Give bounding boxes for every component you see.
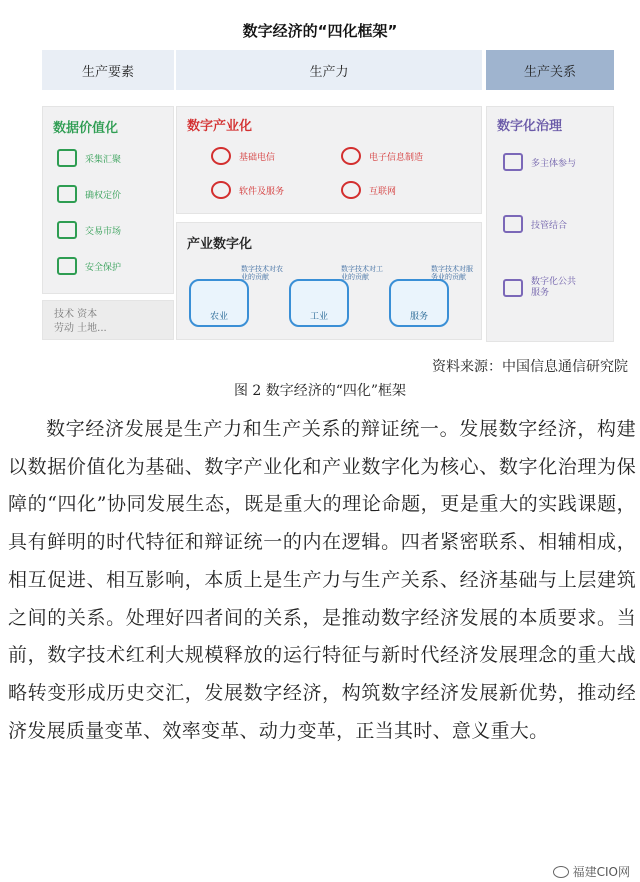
services-note: 数字技术对服务业的贡献 bbox=[431, 265, 473, 282]
list-item: 软件及服务 bbox=[211, 181, 284, 199]
industry-card: 工业 bbox=[289, 279, 349, 327]
factors-text: 技术 资本 劳动 土地... bbox=[54, 309, 107, 334]
digital-industrialization-title: 数字产业化 bbox=[187, 119, 253, 134]
digital-governance-panel bbox=[486, 106, 614, 342]
chip-icon bbox=[341, 147, 361, 165]
list-item: 多主体参与 bbox=[503, 153, 576, 171]
list-item: 电子信息制造 bbox=[341, 147, 423, 165]
header-productivity: 生产力 bbox=[176, 50, 482, 90]
list-item: 技管结合 bbox=[503, 215, 567, 233]
wechat-icon bbox=[553, 866, 569, 878]
list-item: 安全保护 bbox=[57, 257, 121, 275]
laptop-icon bbox=[503, 215, 523, 233]
figure-source: 资料来源：中国信息通信研究院 bbox=[432, 359, 628, 375]
list-item: 采集汇聚 bbox=[57, 149, 121, 167]
list-item: 交易市场 bbox=[57, 221, 121, 239]
data-valuation-title: 数据价值化 bbox=[53, 121, 119, 136]
diagram-title: 数字经济的“四化框架” bbox=[242, 22, 398, 40]
certificate-icon bbox=[57, 185, 77, 203]
agriculture-note: 数字技术对农业的贡献 bbox=[241, 265, 283, 282]
price-tag-icon bbox=[57, 221, 77, 239]
gear-icon bbox=[211, 181, 231, 199]
agriculture-card: 农业 bbox=[189, 279, 249, 327]
watermark: 福建CIO网 bbox=[553, 863, 630, 880]
industrial-digitalization-panel bbox=[176, 222, 482, 340]
people-network-icon bbox=[57, 149, 77, 167]
digital-industrialization-panel bbox=[176, 106, 482, 214]
industry-note: 数字技术对工业的贡献 bbox=[341, 265, 383, 282]
list-item: 基础电信 bbox=[211, 147, 275, 165]
list-item: 确权定价 bbox=[57, 185, 121, 203]
digital-governance-title: 数字化治理 bbox=[497, 119, 563, 134]
services-card: 服务 bbox=[389, 279, 449, 327]
four-modernizations-diagram bbox=[24, 0, 616, 350]
building-icon bbox=[503, 279, 523, 297]
header-production-relations: 生产关系 bbox=[486, 50, 614, 90]
globe-icon bbox=[341, 181, 361, 199]
header-production-factors: 生产要素 bbox=[42, 50, 174, 90]
signal-tower-icon bbox=[211, 147, 231, 165]
data-valuation-panel bbox=[42, 106, 174, 294]
shield-icon bbox=[57, 257, 77, 275]
body-paragraph: 数字经济发展是生产力和生产关系的辩证统一。发展数字经济，构建以数据价值化为基础、数字产业化和产业数字化为核心、数字化治理为保障的“四化”协同发展生态，既是重大的理论命题，更是重大的实践课题，具有鲜明的时代特征和辩证统一的内在逻辑。四者紧密联系、相辅相成，相互促进、相互影响，本质上是生产力与生产关系、经济基础与上层建筑之间的关系。处理好四者间的关系，是推动数字经济发展的本质要求。当前，数字技术红利大规模释放的运行特征与新时代经济发展理念的重大战略转变形成历史交汇，发展数字经济，构筑数字经济发展新优势，推动经济发展质量变革、效率变革、动力变革，正当其时、意义重大。 bbox=[8, 418, 636, 742]
figure-caption: 图 2 数字经济的“四化”框架 bbox=[233, 383, 407, 399]
list-item: 互联网 bbox=[341, 181, 396, 199]
industrial-digitalization-title: 产业数字化 bbox=[187, 237, 253, 252]
people-icon bbox=[503, 153, 523, 171]
list-item: 数字化公共服务 bbox=[503, 277, 581, 299]
